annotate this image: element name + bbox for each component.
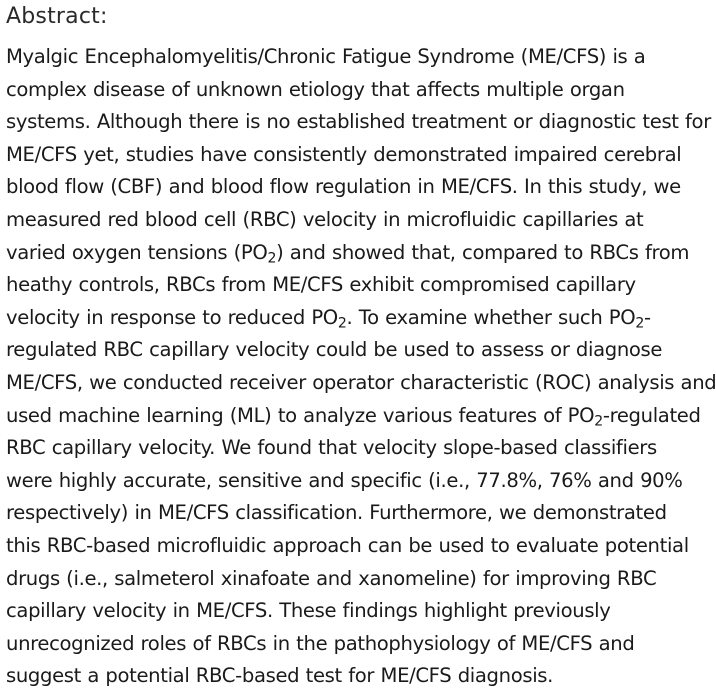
subscript-text: 2: [267, 250, 277, 267]
abstract-line: [6, 171, 681, 204]
abstract-text: heathy controls, RBCs from ME/CFS exhibit compromised capillary: [6, 273, 636, 297]
abstract-line: [6, 367, 716, 400]
subscript-text: 2: [635, 315, 644, 332]
abstract-text: ME/CFS yet, studies have consistently demonstrated impaired cerebral: [6, 142, 682, 166]
abstract-line: [6, 432, 675, 465]
subscript-text: 2: [337, 315, 347, 332]
abstract-heading: Abstract:: [6, 4, 108, 29]
abstract-text: RBC capillary velocity. We found that velocity slope-based classifiers: [6, 436, 657, 460]
abstract-line: [6, 74, 675, 107]
abstract-text: used machine learning (ML) to analyze various features of PO: [6, 403, 595, 427]
abstract-line: [6, 400, 701, 433]
abstract-line: [6, 237, 690, 270]
abstract-text: were highly accurate, sensitive and specific (i.e., 77.8%, 76% and 90%: [6, 468, 683, 492]
abstract-text: measured red blood cell (RBC) velocity in microfluidic capillaries at: [6, 207, 644, 231]
abstract-text: drugs (i.e., salmeterol xinafoate and xanomeline) for improving RBC: [6, 566, 657, 590]
abstract-text: respectively) in ME/CFS classification. Furthermore, we demonstrated: [6, 501, 667, 525]
abstract-text: velocity in response to reduced PO: [6, 305, 338, 329]
abstract-text: capillary velocity in ME/CFS. These findings highlight previously: [6, 599, 611, 623]
abstract-text: systems. Although there is no established treatment or diagnostic test for: [6, 110, 711, 134]
abstract-line: [6, 204, 675, 237]
subscript-text: 2: [594, 413, 603, 430]
abstract-text: -: [643, 305, 651, 329]
abstract-line: [6, 269, 675, 302]
abstract-line: [6, 660, 675, 693]
abstract-line: [6, 595, 675, 628]
abstract-text: Myalgic Encephalomyelitis/Chronic Fatigue Syndrome (ME/CFS) is a: [6, 45, 646, 68]
abstract-text: -regulated: [602, 403, 701, 427]
abstract-text: . To examine whether such PO: [346, 305, 636, 329]
abstract-line: [6, 41, 675, 74]
abstract-text: this RBC-based microfluidic approach can be used to evaluate potential: [6, 533, 689, 557]
abstract-line: [6, 302, 675, 335]
abstract-line: [6, 465, 683, 498]
abstract-body: [6, 41, 716, 693]
abstract-line: [6, 106, 711, 139]
abstract-text: ) and showed that, compared to RBCs from: [276, 240, 690, 264]
abstract-line: [6, 530, 689, 563]
abstract-text: varied oxygen tensions (PO: [6, 240, 268, 264]
abstract-text: regulated RBC capillary velocity could be used to assess or diagnose: [6, 338, 663, 362]
abstract-text: unrecognized roles of RBCs in the pathophysiology of ME/CFS and: [6, 631, 635, 655]
abstract-text: blood flow (CBF) and blood flow regulation in ME/CFS. In this study, we: [6, 175, 681, 199]
abstract-line: [6, 139, 682, 172]
abstract-text: ME/CFS, we conducted receiver operator characteristic (ROC) analysis and: [6, 370, 716, 394]
abstract-line: [6, 497, 675, 530]
abstract-line: [6, 563, 675, 596]
abstract-text: complex disease of unknown etiology that affects multiple organ: [6, 77, 625, 101]
abstract-line: [6, 628, 675, 661]
abstract-text: suggest a potential RBC-based test for ME/CFS diagnosis.: [6, 664, 554, 688]
abstract-line: [6, 334, 675, 367]
